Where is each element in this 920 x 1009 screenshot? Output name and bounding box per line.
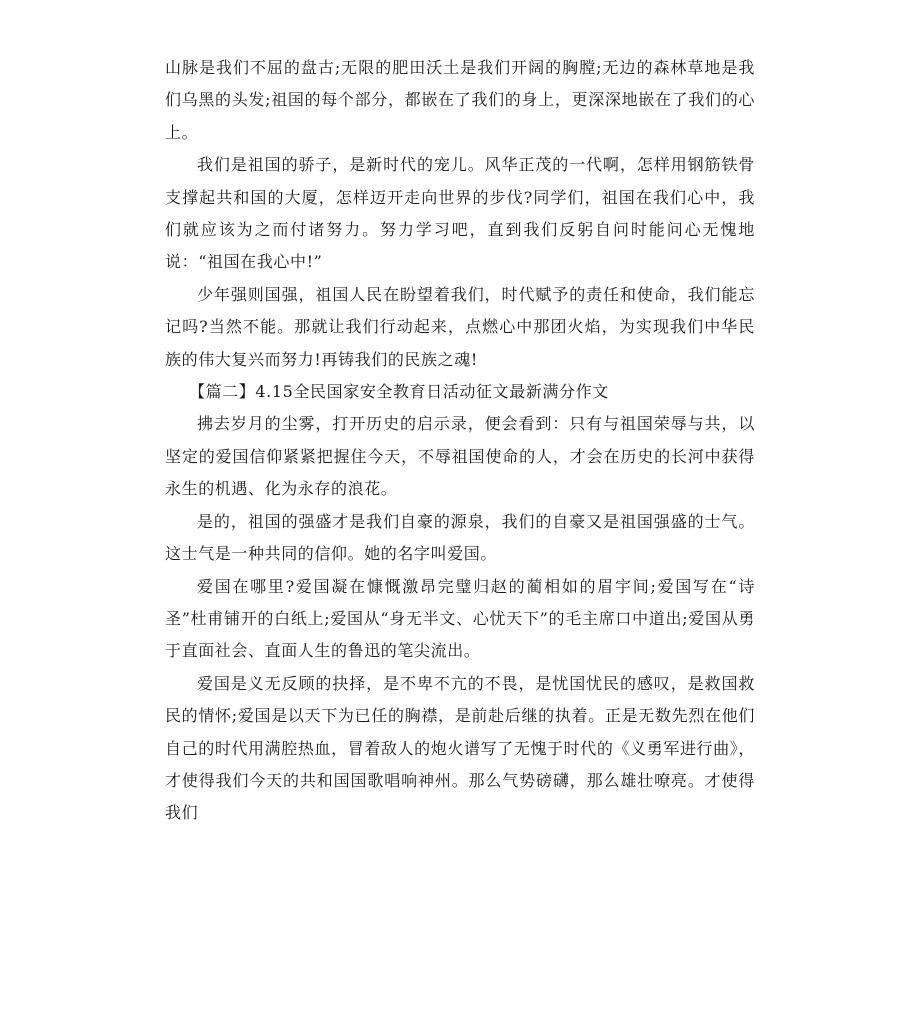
section-heading: 【篇二】4.15全民国家安全教育日活动征文最新满分作文 <box>189 382 609 402</box>
paragraph: 我们是祖国的骄子，是新时代的宠儿。风华正茂的一代啊，怎样用钢筋铁骨支撑起共和国的大厦，怎样迈开走向世界的步伐?同学们，祖国在我们心中，我们就应该为之而付诸努力。努力学习吧，直到我们反躬自问时能问心无愧地说：“祖国在我心中!” <box>165 155 755 272</box>
paragraph: 爱国是义无反顾的抉择，是不卑不亢的不畏，是忧国忧民的感叹，是救国救民的情怀;爱国是以天下为已任的胸襟，是前赴后继的执着。正是无数先烈在他们自己的时代用满腔热血，冒着敌人的炮火谱写了无愧于时代的《义勇军进行曲》，才使得我们今天的共和国国歌唱响神州。那么气势磅礴，那么雄壮嘹亮。才使得我们 <box>165 673 755 823</box>
document-body <box>165 52 755 830</box>
paragraph: 爱国在哪里?爱国凝在慷慨激昂完璧归赵的蔺相如的眉宇间;爱国写在“诗圣”杜甫铺开的白纸上;爱国从“身无半文、心忧天下”的毛主席口中道出;爱国从勇于直面社会、直面人生的鲁迅的笔尖流出。 <box>165 576 755 661</box>
paragraph: 拂去岁月的尘雾，打开历史的启示录，便会看到：只有与祖国荣辱与共，以坚定的爱国信仰紧紧把握住今天，不辱祖国使命的人，才会在历史的长河中获得永生的机遇、化为永存的浪花。 <box>165 414 755 499</box>
paragraph: 少年强则国强，祖国人民在盼望着我们，时代赋予的责任和使命，我们能忘记吗?当然不能。那就让我们行动起来，点燃心中那团火焰，为实现我们中华民族的伟大复兴而努力!再铸我们的民族之魂! <box>165 284 755 369</box>
paragraph: 是的，祖国的强盛才是我们自豪的源泉，我们的自豪又是祖国强盛的士气。这士气是一种共同的信仰。她的名字叫爱国。 <box>165 511 755 564</box>
paragraph-continued: 山脉是我们不屈的盘古;无限的肥田沃土是我们开阔的胸膛;无边的森林草地是我们乌黑的头发;祖国的每个部分，都嵌在了我们的身上，更深深地嵌在了我们的心上。 <box>165 58 755 142</box>
